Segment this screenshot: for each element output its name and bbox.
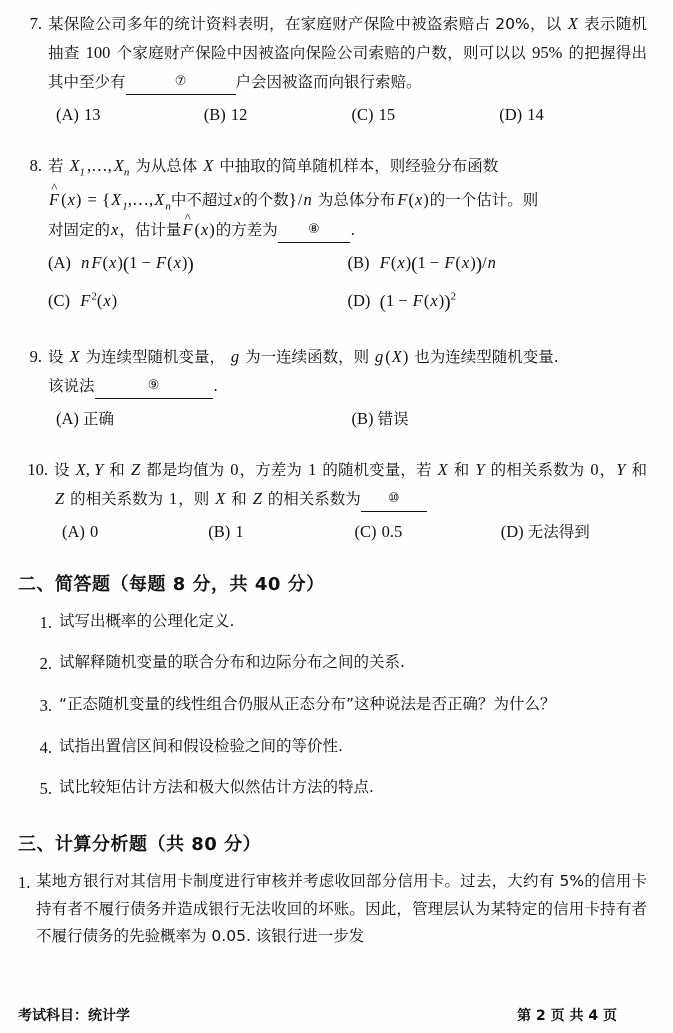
question-8-option-d-tag: (D) (347, 291, 371, 311)
question-8-equals: = (87, 189, 97, 209)
question-8-option-b-tag: (B) (347, 253, 370, 273)
question-10-var-y: Y (475, 460, 485, 480)
question-7-option-b-tag: (B) (203, 104, 226, 124)
question-8-option-c-tag: (C) (48, 291, 70, 311)
question-10-text-2: 和 (104, 461, 130, 480)
question-10-text-10: 的相关系数为 (65, 490, 169, 509)
question-8-text-6: 的一个估计。则 (429, 190, 539, 209)
question-10-option-a-tag: (A) (62, 522, 85, 542)
list-item (18, 691, 647, 721)
question-8-number: 8. (29, 155, 42, 175)
section-2-item-3-number: 3. (39, 695, 52, 715)
question-10-number: 10. (27, 460, 48, 480)
question-9-option-b[interactable] (352, 403, 648, 434)
section-2-item-5-number: 5. (39, 779, 52, 799)
section-3-item-1 (18, 868, 647, 951)
question-7-option-a[interactable] (56, 99, 204, 130)
question-8-var-x1: $X_1$ (69, 155, 86, 179)
question-7-body (48, 10, 647, 130)
question-10-var-z: Z (130, 460, 141, 480)
question-10-num-0: 0 (230, 460, 239, 480)
question-9-text-5: 该说法 (48, 377, 95, 396)
question-8-option-b[interactable] (348, 247, 648, 283)
question-8-options-row-2 (48, 285, 647, 321)
section-3-item-1-text: 某地方银行对其信用卡制度进行审核并考虑收回部分信用卡。过去，大约有 5%的信用卡持有者不履行债务并造成银行无法收回的坏账。因此，管理层认为某特定的信用卡持有者不履行债务的先验概率为 0.05. 该银行进一步发 (36, 872, 647, 946)
question-9-options (48, 403, 647, 434)
question-10-option-c-tag: (C) (354, 522, 377, 542)
question-8-text-7: 对固定的 (48, 221, 111, 240)
question-7-text-5: 户会因被盗而向银行索赔。 (235, 72, 422, 91)
question-7-answer-blank[interactable]: ⑦ (126, 71, 236, 95)
question-8-formula-line (48, 185, 647, 217)
question-10-var-x2: X (215, 489, 226, 509)
question-10-option-b-value: 1 (235, 522, 244, 542)
question-10-text-1: 设 (54, 461, 75, 480)
question-7-option-b-value: 12 (230, 104, 248, 124)
list-item (18, 733, 647, 763)
question-7-option-a-value: 13 (84, 104, 101, 124)
question-7 (18, 10, 647, 130)
question-8-period: . (350, 220, 355, 240)
question-7-option-c-value: 15 (378, 104, 396, 124)
section-2-item-1-text: 试写出概率的公理化定义. (59, 611, 235, 630)
question-8-option-d-value: $(1 - F(x))^2$ (379, 290, 457, 314)
question-9-text-1: 设 (48, 348, 69, 367)
question-9-number: 9. (29, 347, 42, 367)
question-10-option-b[interactable] (208, 516, 354, 547)
question-9-body (48, 343, 647, 434)
question-10-option-d-tag: (D) (500, 522, 524, 542)
question-7-text-3: 个家庭财产保险中因被盗向保险公司索赔的户数，则可以以 (111, 43, 532, 62)
question-10-options (54, 516, 647, 547)
question-7-option-d-tag: (D) (499, 104, 523, 124)
question-7-option-b[interactable] (204, 99, 352, 130)
question-9-text-3: 为一连续函数，则 (240, 348, 374, 367)
section-2-item-4-number: 4. (39, 737, 52, 757)
question-10-option-c-value: 0.5 (381, 522, 403, 542)
question-9-gx-arg: (X) (385, 347, 409, 367)
question-8-set: {$X_1,\dots,X_n$中不超过x的个数} (101, 189, 297, 212)
question-8-ellipsis: ,…, (87, 155, 112, 175)
question-9-blank-line (48, 372, 647, 401)
question-9-option-a-value: 正确 (83, 409, 115, 428)
question-8 (18, 152, 647, 321)
question-10-option-d[interactable] (501, 516, 647, 547)
question-10-option-b-tag: (B) (208, 522, 231, 542)
question-8-formula-line-2 (48, 216, 647, 245)
question-9-answer-blank[interactable]: ⑨ (95, 375, 213, 399)
question-10-text-11: ，则 (178, 490, 215, 509)
question-10-text-9: 和 (626, 461, 648, 480)
question-10-var-xy: X, Y (75, 460, 104, 480)
question-8-answer-blank[interactable]: ⑧ (278, 219, 350, 243)
question-8-options-row-1 (48, 247, 647, 283)
question-9-option-a-tag: (A) (56, 408, 79, 428)
section-2-title: 二、简答题（每题 8 分，共 40 分） (18, 573, 325, 595)
question-9 (18, 343, 647, 434)
question-10-answer-blank[interactable]: ⑩ (361, 488, 427, 512)
question-8-divide-n: /n (297, 189, 312, 209)
question-10-body (54, 456, 647, 547)
question-10-text-5: 的随机变量，若 (317, 461, 437, 480)
question-8-option-c[interactable] (48, 285, 348, 321)
section-2-item-1-number: 1. (39, 612, 52, 632)
question-7-options (48, 99, 647, 130)
question-9-var-X: X (69, 347, 80, 367)
question-8-option-a-value: n F(x)(1 − F(x)) (81, 253, 194, 276)
question-10-option-a[interactable] (62, 516, 208, 547)
question-7-option-c-tag: (C) (351, 104, 374, 124)
question-10-text-6: 和 (448, 461, 475, 480)
question-10-text-7: 的相关系数为 (485, 461, 590, 480)
question-8-var-xn: $X_n$ (113, 155, 130, 179)
section-2-item-3-text: “正态随机变量的线性组合仍服从正态分布”这种说法是否正确？为什么？ (59, 694, 556, 713)
question-7-text-1: 某保险公司多年的统计资料表明，在家庭财产保险中被盗索赔占 20%，以 (48, 15, 567, 33)
question-9-period: . (213, 376, 218, 396)
question-7-option-c[interactable] (352, 99, 500, 130)
footer-page-number: 第 2 页 共 4 页 (517, 1008, 617, 1024)
question-9-text-2: 为连续型随机变量， (80, 348, 230, 367)
section-2-item-5-text: 试比较矩估计方法和极大似然估计方法的特点. (59, 778, 374, 797)
question-9-text-4: 也为连续型随机变量. (409, 348, 559, 367)
question-10-num-0b: 0 (590, 460, 599, 480)
question-7-option-d[interactable] (499, 99, 647, 130)
question-7-option-a-tag: (A) (56, 104, 79, 124)
question-9-option-b-value: 错误 (377, 409, 409, 428)
question-10-text-12: 和 (226, 490, 252, 509)
question-7-num-95: 95% (532, 42, 563, 62)
question-8-var-X: X (203, 155, 214, 175)
question-7-num-100: 100 (85, 42, 111, 62)
footer-subject: 考试科目：统计学 (18, 1008, 130, 1024)
page-footer (0, 1005, 673, 1025)
question-10-option-d-value: 无法得到 (527, 523, 590, 542)
question-8-option-d[interactable] (348, 285, 648, 321)
question-8-text-1: 若 (48, 156, 69, 175)
section-3-title: 三、计算分析题（共 80 分） (18, 834, 262, 856)
question-10-text-3: 都是均值为 (141, 461, 230, 480)
question-8-text-9: 的方差为 (215, 221, 278, 240)
question-10-text-4: ，方差为 (239, 461, 308, 480)
question-7-option-d-value: 14 (527, 104, 544, 124)
question-8-fhat-arg: (x) (61, 189, 82, 209)
question-8-fhat-2: ^ F (181, 216, 193, 245)
question-8-option-a[interactable] (48, 247, 348, 283)
question-8-option-b-value: F(x)(1 − F(x))/n (379, 253, 496, 276)
question-8-Fx: F(x) (397, 189, 429, 209)
question-8-option-a-tag: (A) (48, 253, 71, 273)
question-10-num-1b: 1 (169, 489, 178, 509)
question-8-fhat-2-arg: (x) (194, 220, 215, 240)
question-10-option-a-value: 0 (90, 522, 99, 542)
question-10 (18, 456, 647, 547)
question-9-option-a[interactable] (56, 403, 352, 434)
question-10-var-z3: Z (252, 489, 262, 509)
question-10-text-8: ， (599, 461, 616, 480)
section-2-item-2-text: 试解释随机变量的联合分布和边际分布之间的关系. (59, 653, 405, 672)
section-2-item-4-text: 试指出置信区间和假设检验之间的等价性. (59, 736, 343, 755)
question-9-var-g2: g (375, 347, 384, 367)
question-7-text-4: 的把握得出其中至少有 (48, 43, 648, 91)
question-8-option-c-value: $F^2(x)$ (80, 290, 118, 311)
list-item (18, 608, 647, 638)
question-9-var-g: g (230, 347, 240, 367)
question-8-text-3: 为从总体 (130, 156, 203, 175)
question-10-num-1: 1 (308, 460, 317, 480)
question-8-body (48, 152, 647, 321)
list-item (18, 774, 647, 804)
question-8-text-8: ，估计量 (119, 221, 182, 240)
question-10-var-y2: Y (616, 460, 626, 480)
question-8-text-5: 为总体分布 (317, 190, 396, 209)
question-8-text-4: 中抽取的简单随机样本，则经验分布函数 (214, 156, 499, 175)
question-10-var-z2: Z (55, 489, 65, 509)
question-10-option-c[interactable] (355, 516, 501, 547)
question-8-var-x-fixed: x (111, 220, 119, 240)
question-10-var-x: X (437, 460, 448, 480)
question-7-var-x: X (567, 14, 578, 33)
question-8-fhat: ^ F (48, 186, 60, 215)
question-10-text-13: 的相关系数为 (262, 490, 361, 509)
list-item (18, 649, 647, 679)
question-7-text-2: 表示随机抽查 (48, 15, 647, 62)
question-7-number: 7. (29, 14, 42, 33)
question-9-option-b-tag: (B) (351, 408, 374, 428)
section-2-item-2-number: 2. (39, 654, 52, 674)
section-3-item-1-number: 1. (18, 873, 31, 893)
